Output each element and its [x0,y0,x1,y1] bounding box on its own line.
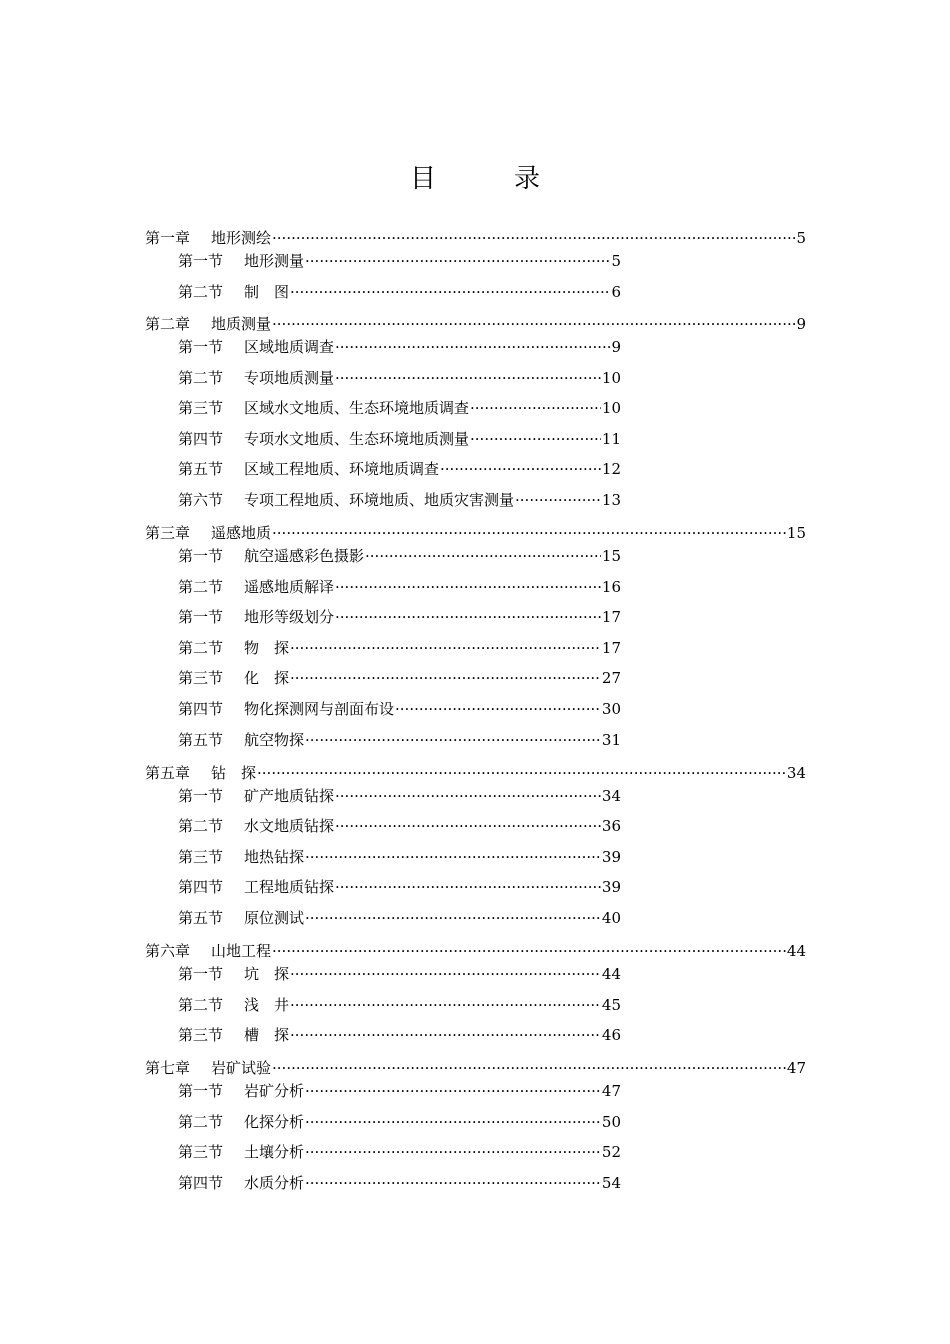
dot-leader [305,847,601,867]
dot-leader [305,1112,601,1132]
page-number: 10 [601,369,621,387]
page-number: 17 [601,608,621,626]
page-number: 31 [601,731,621,749]
entry-number: 第二节 [178,1113,224,1131]
entry-number: 第四节 [178,430,224,448]
entry-number: 第四节 [178,878,224,896]
dot-leader [470,398,601,418]
entry-title: 专项水文地质、生态环境地质测量 [244,430,470,448]
dot-leader [305,1173,601,1193]
entry-title: 岩矿试验 [211,1059,272,1077]
entry-title: 制 图 [244,283,290,301]
dot-leader [290,668,601,688]
entry-number: 第六节 [178,491,224,509]
entry-number: 第一节 [178,608,224,626]
page-number: 15 [601,547,621,565]
dot-leader [305,1142,601,1162]
entry-title: 专项工程地质、环境地质、地质灾害测量 [244,491,515,509]
toc-chapter-entry[interactable] [145,523,806,543]
page-number: 36 [601,817,621,835]
toc-section-entry[interactable] [178,546,621,566]
entry-number: 第二节 [178,369,224,387]
entry-number: 第一节 [178,338,224,356]
page-number: 34 [786,764,806,782]
page-number: 44 [601,965,621,983]
entry-number: 第二节 [178,996,224,1014]
dot-leader [470,429,601,449]
entry-number: 第七章 [145,1059,191,1077]
page-number: 16 [601,578,621,596]
toc-section-entry[interactable] [178,490,621,510]
toc-section-entry[interactable] [178,816,621,836]
toc-section-entry[interactable] [178,964,621,984]
page-number: 50 [601,1113,621,1131]
dot-leader [272,314,795,334]
toc-section-entry[interactable] [178,368,621,388]
page-number: 11 [601,430,621,448]
dot-leader [272,228,795,248]
page-number: 10 [601,399,621,417]
dot-leader [335,816,601,836]
dot-leader [335,607,601,627]
entry-title: 水文地质钻探 [244,817,335,835]
entry-number: 第四节 [178,700,224,718]
toc-chapter-entry[interactable] [145,941,806,961]
toc-section-entry[interactable] [178,1112,621,1132]
toc-section-entry[interactable] [178,1081,621,1101]
dot-leader [290,282,610,302]
page-number: 13 [601,491,621,509]
dot-leader [305,730,601,750]
entry-title: 遥感地质 [211,524,272,542]
entry-number: 第五节 [178,731,224,749]
page-number: 45 [601,996,621,1014]
entry-title: 物化探测网与剖面布设 [244,700,395,718]
toc-section-entry[interactable] [178,699,621,719]
toc-section-entry[interactable] [178,786,621,806]
page-number: 9 [611,338,621,356]
entry-title: 航空物探 [244,731,305,749]
entry-title: 矿产地质钻探 [244,787,335,805]
toc-section-entry[interactable] [178,1173,621,1193]
entry-number: 第二节 [178,578,224,596]
toc-section-entry[interactable] [178,1142,621,1162]
page-number: 30 [601,700,621,718]
entry-number: 第一节 [178,1082,224,1100]
dot-leader [335,337,610,357]
dot-leader [290,638,601,658]
toc-chapter-entry[interactable] [145,314,806,334]
toc-section-entry[interactable] [178,668,621,688]
page-number: 9 [796,315,806,333]
entry-title: 水质分析 [244,1174,305,1192]
entry-number: 第一章 [145,229,191,247]
page-number: 5 [611,252,621,270]
page-number: 52 [601,1143,621,1161]
page-number: 6 [611,283,621,301]
toc-section-entry[interactable] [178,398,621,418]
toc-section-entry[interactable] [178,607,621,627]
entry-title: 遥感地质解译 [244,578,335,596]
entry-number: 第一节 [178,787,224,805]
entry-number: 第二节 [178,639,224,657]
entry-title: 区域地质调查 [244,338,335,356]
entry-number: 第一节 [178,547,224,565]
entry-title: 地形等级划分 [244,608,335,626]
page-number: 54 [601,1174,621,1192]
dot-leader [335,877,601,897]
dot-leader [335,577,601,597]
entry-title: 地形测绘 [211,229,272,247]
entry-title: 化 探 [244,669,290,687]
entry-number: 第二节 [178,817,224,835]
entry-title: 地质测量 [211,315,272,333]
dot-leader [335,368,601,388]
entry-title: 原位测试 [244,909,305,927]
entry-title: 工程地质钻探 [244,878,335,896]
entry-number: 第六章 [145,942,191,960]
toc-section-entry[interactable] [178,638,621,658]
dot-leader [257,763,786,783]
dot-leader [515,490,601,510]
toc-section-entry[interactable] [178,730,621,750]
toc-section-entry[interactable] [178,847,621,867]
dot-leader [440,459,601,479]
toc-chapter-entry[interactable] [145,763,806,783]
entry-title: 物 探 [244,639,290,657]
page-number: 47 [601,1082,621,1100]
entry-number: 第二章 [145,315,191,333]
dot-leader [272,1058,786,1078]
page-number: 5 [796,229,806,247]
entry-number: 第一节 [178,965,224,983]
toc-chapter-entry[interactable] [145,1058,806,1078]
dot-leader [335,786,601,806]
toc-section-entry[interactable] [178,337,621,357]
toc-chapter-entry[interactable] [145,228,806,248]
entry-title: 钻 探 [211,764,257,782]
entry-number: 第三节 [178,848,224,866]
entry-title: 航空遥感彩色摄影 [244,547,365,565]
entry-number: 第三节 [178,1026,224,1044]
dot-leader [305,1081,601,1101]
entry-number: 第四节 [178,1174,224,1192]
entry-number: 第三章 [145,524,191,542]
entry-title: 坑 探 [244,965,290,983]
dot-leader [290,964,601,984]
toc-section-entry[interactable] [178,995,621,1015]
entry-title: 浅 井 [244,996,290,1014]
page-number: 12 [601,460,621,478]
dot-leader [290,1025,601,1045]
entry-title: 区域工程地质、环境地质调查 [244,460,440,478]
toc-section-entry[interactable] [178,459,621,479]
dot-leader [305,908,601,928]
entry-number: 第一节 [178,252,224,270]
page-number: 47 [786,1059,806,1077]
entry-title: 地热钻探 [244,848,305,866]
toc-section-entry[interactable] [178,908,621,928]
toc-section-entry[interactable] [178,577,621,597]
dot-leader [305,251,610,271]
entry-number: 第三节 [178,399,224,417]
toc-section-entry[interactable] [178,282,621,302]
entry-title: 专项地质测量 [244,369,335,387]
entry-number: 第五章 [145,764,191,782]
dot-leader [290,995,601,1015]
entry-number: 第三节 [178,669,224,687]
dot-leader [272,941,786,961]
entry-title: 山地工程 [211,942,272,960]
page-number: 17 [601,639,621,657]
dot-leader [365,546,601,566]
toc-section-entry[interactable] [178,1025,621,1045]
toc-section-entry[interactable] [178,877,621,897]
page-number: 44 [786,942,806,960]
page-number: 39 [601,878,621,896]
page-number: 39 [601,848,621,866]
entry-title: 化探分析 [244,1113,305,1131]
entry-number: 第三节 [178,1143,224,1161]
entry-number: 第五节 [178,460,224,478]
page-number: 46 [601,1026,621,1044]
page-title: 目 录 [409,164,566,194]
entry-number: 第二节 [178,283,224,301]
entry-title: 岩矿分析 [244,1082,305,1100]
page-number: 34 [601,787,621,805]
entry-title: 区域水文地质、生态环境地质调查 [244,399,470,417]
page-number: 15 [786,524,806,542]
entry-title: 槽 探 [244,1026,290,1044]
dot-leader [272,523,786,543]
entry-title: 土壤分析 [244,1143,305,1161]
entry-title: 地形测量 [244,252,305,270]
page-number: 27 [601,669,621,687]
toc-section-entry[interactable] [178,429,621,449]
dot-leader [395,699,601,719]
entry-number: 第五节 [178,909,224,927]
toc-section-entry[interactable] [178,251,621,271]
page-number: 40 [601,909,621,927]
